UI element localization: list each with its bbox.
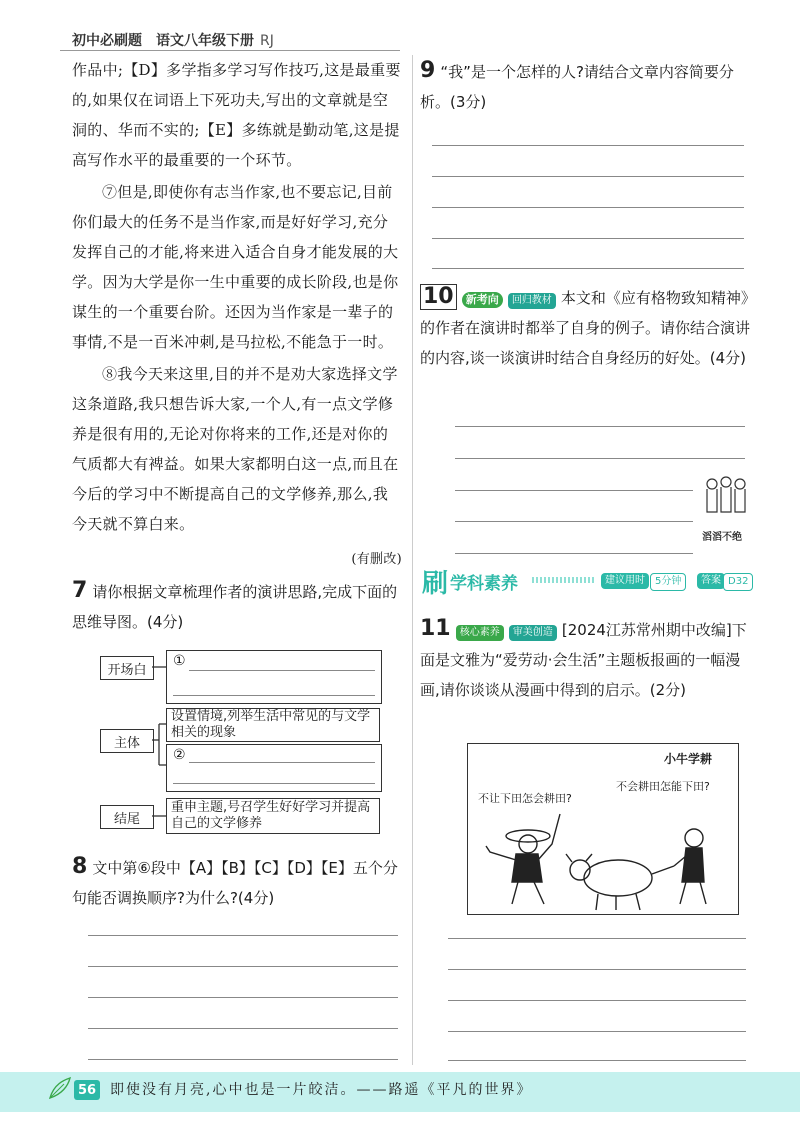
- question-text: 本文和《应有格物致知精神》的作者在演讲时都举了自身的例子。请你结合演讲的内容,谈一谈演讲时结合自身经历的好处。(4分): [420, 289, 751, 367]
- answer-line[interactable]: [189, 762, 375, 763]
- mindmap-opening-node: 开场白: [100, 656, 154, 680]
- running-header: [72, 30, 274, 50]
- passage: [72, 55, 402, 575]
- circle-number-2: ②: [173, 747, 186, 763]
- aesthetic-badge: 审美创造: [509, 625, 557, 641]
- answer-line[interactable]: [455, 490, 693, 491]
- question-text: [2024江苏常州期中改编]下面是文雅为“爱劳动·会生活”主题板报画的一幅漫画,请你谈谈从漫画中得到的启示。(2分): [420, 621, 747, 699]
- mindmap-connectors: [150, 640, 170, 840]
- section-header: [420, 565, 750, 599]
- section-decoration: [532, 577, 596, 583]
- answer-line[interactable]: [448, 1000, 746, 1001]
- question-number: 10: [420, 284, 457, 310]
- section-title: 学科素养: [450, 574, 518, 594]
- mindmap-answer-box-2[interactable]: [166, 744, 382, 792]
- answer-line[interactable]: [448, 969, 746, 970]
- question-10: [420, 283, 750, 373]
- core-literacy-badge: 核心素养: [456, 625, 504, 641]
- speech-bubble-right: 不会耕田怎能下田?: [616, 780, 710, 793]
- answer-line[interactable]: [432, 268, 744, 269]
- question-number: 8: [72, 854, 88, 879]
- mascot-caption: 滔滔不绝: [702, 532, 742, 543]
- question-text: “我”是一个怎样的人?请结合文章内容简要分析。(3分): [420, 63, 734, 111]
- answer-line[interactable]: [432, 207, 744, 208]
- column-divider: [412, 55, 413, 1065]
- brush-character: 刷: [422, 569, 449, 599]
- question-number: 11: [420, 616, 451, 641]
- leaf-icon: [46, 1074, 74, 1102]
- answer-line[interactable]: [448, 1031, 746, 1032]
- speech-bubble-left: 不让下田怎会耕田?: [478, 792, 572, 805]
- answer-line[interactable]: [88, 935, 398, 936]
- question-9: [420, 57, 750, 117]
- passage-paragraph-8: ⑧我今天来这里,目的并不是劝大家选择文学这条道路,我只想告诉大家,一个人,有一点文学修养是很有用的,无论对你将来的工作,还是对你的气质都大有裨益。如果大家都明白这一点,而且在今后的学习中不断提高自己的文学修养,那么,我今天就不算白来。: [72, 365, 399, 533]
- question-number: 9: [420, 58, 436, 83]
- question-8: [72, 853, 402, 913]
- mindmap-body-node: 主体: [100, 729, 154, 753]
- edition-tag: RJ: [260, 33, 274, 49]
- book-name: 初中必刷题: [72, 33, 142, 49]
- answer-line[interactable]: [88, 1059, 398, 1060]
- subject-name: 语文八年级下册: [156, 33, 254, 49]
- answer-line[interactable]: [448, 938, 746, 939]
- answer-line[interactable]: [432, 238, 744, 239]
- mindmap-body-given: 设置情境,列举生活中常见的与文学相关的现象: [166, 708, 380, 742]
- answer-line[interactable]: [455, 458, 745, 459]
- answer-line[interactable]: [173, 783, 375, 784]
- time-value: 5分钟: [650, 573, 686, 591]
- header-divider: [60, 50, 400, 51]
- answer-line[interactable]: [88, 966, 398, 967]
- answer-line[interactable]: [88, 1028, 398, 1029]
- answer-line[interactable]: [455, 426, 745, 427]
- circle-number-1: ①: [173, 653, 186, 669]
- cartoon-title: 小牛学耕: [664, 752, 713, 766]
- question-number: 7: [72, 578, 88, 603]
- passage-paragraph-6-end: 作品中;【D】多学指多学习写作技巧,这是最重要的,如果仅在词语上下死功夫,写出的文章就是空洞的、华而不实的;【E】多练就是勤动笔,这是提高写作水平的最重要的一个环节。: [72, 61, 401, 169]
- source-note: (有删改): [351, 552, 402, 567]
- answer-line[interactable]: [455, 553, 693, 554]
- answer-line[interactable]: [88, 997, 398, 998]
- calf-and-farmer-drawing: [468, 804, 736, 912]
- answer-page[interactable]: D32: [723, 573, 753, 591]
- answer-line[interactable]: [432, 176, 744, 177]
- new-direction-badge: 新考向: [462, 292, 503, 308]
- footer-quote: 即使没有月亮,心中也是一片皎洁。——路遥《平凡的世界》: [110, 1082, 533, 1098]
- mindmap-answer-box-1[interactable]: [166, 650, 382, 704]
- time-label: 建议用时: [601, 573, 649, 589]
- question-text: 文中第⑥段中【A】【B】【C】【D】【E】五个分句能否调换顺序?为什么?(4分): [72, 859, 398, 907]
- page-number: 56: [74, 1080, 100, 1100]
- answer-line[interactable]: [432, 145, 744, 146]
- cartoon-frame: [467, 743, 739, 915]
- mindmap-ending-given: 重申主题,号召学生好好学习并提高自己的文学修养: [166, 798, 380, 834]
- passage-paragraph-7: ⑦但是,即使你有志当作家,也不要忘记,目前你们最大的任务不是当作家,而是好好学习,充分发挥自己的才能,将来进入适合自身才能发展的大学。因为大学是你一生中重要的成长阶段,也是你谋生的一个重要台阶。还因为当作家是一辈子的事情,不是一百米冲刺,是马拉松,不能急于一时。: [72, 183, 399, 351]
- textbook-badge: 回归教材: [508, 293, 556, 309]
- answer-line[interactable]: [173, 695, 375, 696]
- answer-line[interactable]: [448, 1060, 746, 1061]
- mindmap-ending-node: 结尾: [100, 805, 154, 829]
- question-11: [420, 615, 750, 705]
- answer-line[interactable]: [189, 670, 375, 671]
- talking-figures-illustration: [698, 474, 752, 530]
- answer-line[interactable]: [455, 521, 693, 522]
- answer-label: 答案: [697, 573, 725, 589]
- question-text: 请你根据文章梳理作者的演讲思路,完成下面的思维导图。(4分): [72, 583, 398, 631]
- question-7: [72, 577, 402, 637]
